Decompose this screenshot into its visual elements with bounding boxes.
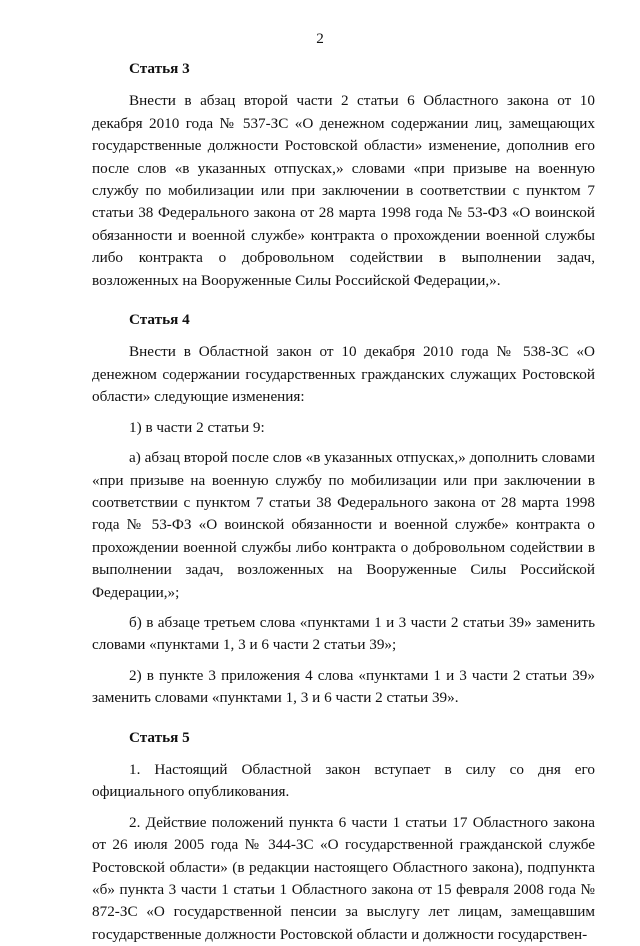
page-number: 2	[316, 30, 324, 47]
article-3-title: Статья 3	[129, 60, 190, 77]
document-body	[92, 58, 595, 946]
article-5-paragraph-1: 1. Настоящий Областной закон вступает в силу со дня его официального опубликования.	[92, 760, 595, 801]
article-5-paragraph-2: 2. Действие положений пункта 6 части 1 статьи 17 Областного закона от 26 июля 2005 года № 344-ЗС «О государственной гражданской службе Ростовской области» (в редакции настоящего Областного закона), подпункта «б» пункта 3 части 1 статьи 1 Областного закона от 15 февраля 2008 года № 872-ЗС «О государственной пенсии за выслугу лет лицам, замещавшим государственные должности Ростовской области и должности государствен-	[92, 813, 595, 943]
article-4-title: Статья 4	[129, 311, 190, 329]
article-4-subitem-a: а) абзац второй после слов «в указанных отпусках,» дополнить словами «при призыве на военную службу по мобилизации или при заключении в соответствии с пунктом 7 статьи 38 Федерального закона от 28 марта 1998 года № 53-ФЗ «О воинской обязанности и военной службе» контракта о прохождении военной службы либо контракта о добровольном содействии в выполнении задач, возложенных на Вооруженные Силы Российской Федерации,»;	[92, 449, 595, 601]
article-5-title: Статья 5	[129, 728, 190, 746]
article-4-subitem-b: б) в абзаце третьем слова «пунктами 1 и 3 части 2 статьи 39» заменить словами «пунктами 1, 3 и 6 части 2 статьи 39»;	[92, 613, 595, 654]
article-4-item-1: 1) в части 2 статьи 9:	[129, 418, 265, 436]
article-4-item-2: 2) в пункте 3 приложения 4 слова «пунктами 1 и 3 части 2 статьи 39» заменить словами «пунктами 1, 3 и 6 части 2 статьи 39».	[92, 666, 595, 707]
article-4-paragraph-1: Внести в Областной закон от 10 декабря 2010 года № 538-ЗС «О денежном содержании государственных гражданских служащих Ростовской области» следующие изменения:	[92, 343, 595, 406]
article-3-paragraph-1: Внести в абзац второй части 2 статьи 6 Областного закона от 10 декабря 2010 года № 537-ЗС «О денежном содержании лиц, замещающих государственные должности Ростовской области» изменение, дополнив его после слов «в указанных отпусках,» словами «при призыве на военную службу по мобилизации или при заключении в соответствии с пунктом 7 статьи 38 Федерального закона от 28 марта 1998 года № 53-ФЗ «О воинской обязанности и военной службе» контракта о прохождении военной службы либо контракта о добровольном содействии в выполнении задач, возложенных на Вооруженные Силы Российской Федерации,».	[92, 92, 595, 289]
